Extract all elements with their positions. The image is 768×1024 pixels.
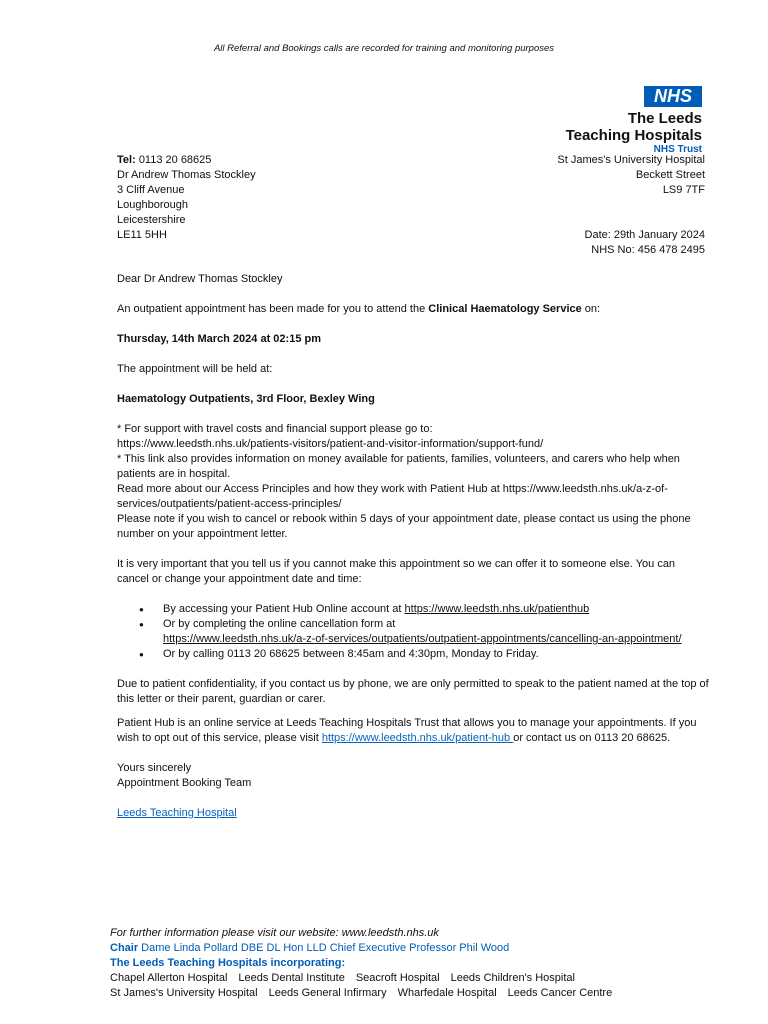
confidentiality-note: Due to patient confidentiality, if you contact us by phone, we are only permitted to speak to the patient named at the top of this letter or their parent, guardian or carer. — [117, 678, 709, 705]
sender-address-line: LS9 7TF — [662, 184, 705, 196]
address-line: Loughborough — [117, 199, 188, 211]
footer-website: For further information please visit our website: www.leedsth.nhs.uk — [110, 927, 439, 939]
hospital-name: St James's University Hospital — [110, 987, 258, 999]
incorporating-label: The Leeds Teaching Hospitals incorporating: — [110, 957, 346, 969]
hospital-name: Leeds Dental Institute — [238, 972, 345, 984]
patient-hub-optout-link[interactable]: https://www.leedsth.nhs.uk/patient-hub — [321, 732, 514, 744]
hospitals-row — [110, 971, 730, 986]
support-note: * This link also provides information on money available for patients, families, volunteers, and carers who help when patients are in hospital. — [117, 453, 680, 480]
cancel-note: Please note if you wish to cancel or rebook within 5 days of your appointment date, please contact us using the phone number on your appointment letter. — [117, 513, 691, 540]
chair-text: Dame Linda Pollard DBE DL Hon LLD Chief Executive Professor Phil Wood — [138, 942, 510, 954]
support-url: https://www.leedsth.nhs.uk/patients-visitors/patient-and-visitor-information/support-fund/ — [117, 438, 544, 450]
org-name-line2: Teaching Hospitals — [565, 127, 702, 144]
hospital-name: Chapel Allerton Hospital — [110, 972, 228, 984]
org-name-line1: The Leeds — [627, 110, 702, 127]
sender-address-line: St James's University Hospital — [557, 154, 705, 166]
important-notice: It is very important that you tell us if you cannot make this appointment so we can offer it to someone else. You can cancel or change your appointment date and time: — [117, 558, 676, 585]
patient-hub-info: Patient Hub is an online service at Leeds Teaching Hospitals Trust that allows you to manage your appointments. If you wish to opt out of this service, please visit https://www.leedsth.nhs.uk/patient-hub or contact us on 0113 20 68625. — [117, 717, 697, 744]
hospital-name: Leeds Cancer Centre — [507, 987, 613, 999]
signature-team: Appointment Booking Team — [117, 777, 252, 789]
hospital-name: Leeds Children's Hospital — [450, 972, 575, 984]
list-item: ● Or by calling 0113 20 68625 between 8:45am and 4:30pm, Monday to Friday. — [117, 647, 709, 662]
patient-hub-link[interactable]: https://www.leedsth.nhs.uk/patienthub — [404, 603, 590, 615]
cancellation-form-link[interactable]: https://www.leedsth.nhs.uk/a-z-of-services/outpatients/outpatient-appointments/cancelling-an-appointment/ — [163, 633, 682, 645]
list-item: ● Or by completing the online cancellation form at https://www.leedsth.nhs.uk/a-z-of-services/outpatients/outpatient-appointments/cancelling-an-appointment/ — [117, 617, 709, 647]
chair-label: Chair — [110, 942, 139, 954]
appointment-location: Haematology Outpatients, 3rd Floor, Bexley Wing — [117, 393, 375, 405]
address-line: LE11 5HH — [117, 229, 167, 241]
access-principles: Read more about our Access Principles and how they work with Patient Hub at https://www.leedsth.nhs.uk/a-z-of-services/outpatients/patient-access-principles/ — [117, 483, 668, 510]
letter-meta — [585, 228, 705, 258]
hospital-name: Leeds General Infirmary — [268, 987, 387, 999]
recording-notice: All Referral and Bookings calls are recorded for training and monitoring purposes — [213, 43, 555, 54]
salutation: Dear Dr Andrew Thomas Stockley — [117, 273, 283, 285]
closing: Yours sincerely — [117, 762, 192, 774]
intro: An outpatient appointment has been made for you to attend the Clinical Haematology Service on: — [117, 303, 601, 315]
letter-body — [117, 272, 709, 821]
address-line: 3 Cliff Avenue — [117, 184, 185, 196]
org-name-line3: NHS Trust — [653, 144, 702, 155]
hospital-name: Wharfedale Hospital — [397, 987, 497, 999]
sender-address-line: Beckett Street — [635, 169, 705, 181]
service-name: Clinical Haematology Service — [428, 303, 582, 315]
letter-date: Date: 29th January 2024 — [584, 229, 705, 241]
footer — [110, 926, 730, 1001]
hospitals-row — [110, 986, 730, 1001]
cancel-options-list — [117, 602, 709, 662]
nhs-logo: NHS — [644, 86, 702, 107]
sender-address — [557, 153, 705, 198]
tel-number: 0113 20 68625 — [138, 154, 212, 166]
list-item: ● By accessing your Patient Hub Online account at https://www.leedsth.nhs.uk/patienthub — [117, 602, 709, 617]
recipient-name: Dr Andrew Thomas Stockley — [117, 169, 256, 181]
address-line: Leicestershire — [117, 214, 186, 226]
hospital-name: Seacroft Hospital — [355, 972, 440, 984]
nhs-number: NHS No: 456 478 2495 — [591, 244, 705, 256]
support-text: * For support with travel costs and financial support please go to: — [117, 423, 433, 435]
recipient-address — [117, 153, 256, 243]
held-at-label: The appointment will be held at: — [117, 363, 273, 375]
appointment-datetime: Thursday, 14th March 2024 at 02:15 pm — [117, 333, 321, 345]
tel-label: Tel: — [117, 154, 136, 166]
leeds-hospital-link[interactable]: Leeds Teaching Hospital — [117, 807, 237, 819]
